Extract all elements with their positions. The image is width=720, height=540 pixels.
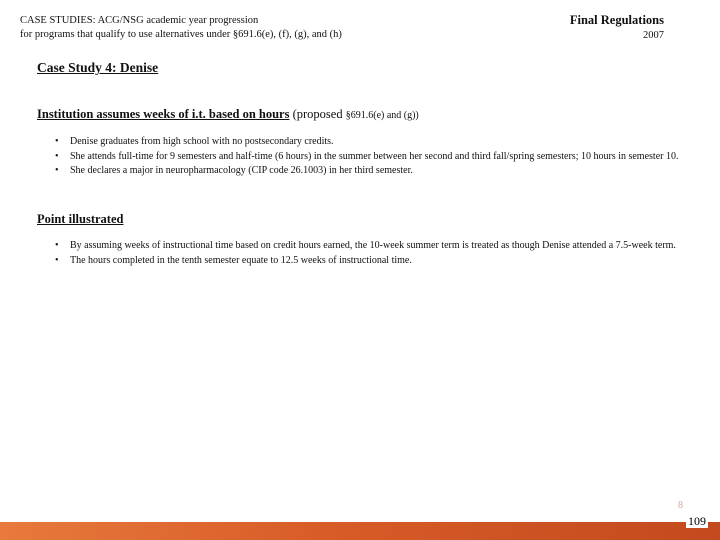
list-item: • She attends full-time for 9 semesters and half-time (6 hours) in the summer between her second and third fall/spring semesters; 10 hours in semester 10. bbox=[55, 151, 685, 164]
slide-number: 109 bbox=[688, 514, 706, 528]
header-subtitle bbox=[20, 14, 342, 42]
list-item: • The hours completed in the tenth semester equate to 12.5 weeks of instructional time. bbox=[55, 255, 685, 268]
section-1-note-ref: §691.6(e) and (g)) bbox=[345, 110, 419, 121]
list-item: • By assuming weeks of instructional time based on credit hours earned, the 10-week summer term is treated as though Denise attended a 7.5-week term. bbox=[55, 240, 685, 253]
section-2-bullet-list bbox=[55, 240, 685, 269]
section-2-title: Point illustrated bbox=[37, 212, 124, 226]
section-1-heading bbox=[37, 107, 419, 122]
header-year: 2007 bbox=[643, 30, 664, 41]
list-item: • Denise graduates from high school with no postsecondary credits. bbox=[55, 136, 685, 149]
footer-bar bbox=[0, 522, 720, 540]
header-right bbox=[570, 13, 664, 43]
section-1-title: Institution assumes weeks of i.t. based on hours bbox=[37, 107, 290, 121]
section-1-note-open: (proposed bbox=[289, 107, 346, 121]
section-1-bullet-list bbox=[55, 136, 685, 180]
header-line-2: for programs that qualify to use alternatives under §691.6(e), (f), (g), and (h) bbox=[20, 29, 342, 40]
page-number: 8 bbox=[678, 500, 683, 511]
list-item: • She declares a major in neuropharmacology (CIP code 26.1003) in her third semester. bbox=[55, 165, 685, 178]
header-line-1: CASE STUDIES: ACG/NSG academic year progression bbox=[20, 15, 259, 26]
case-title: Case Study 4: Denise bbox=[37, 60, 159, 75]
header-title: Final Regulations bbox=[569, 13, 664, 27]
